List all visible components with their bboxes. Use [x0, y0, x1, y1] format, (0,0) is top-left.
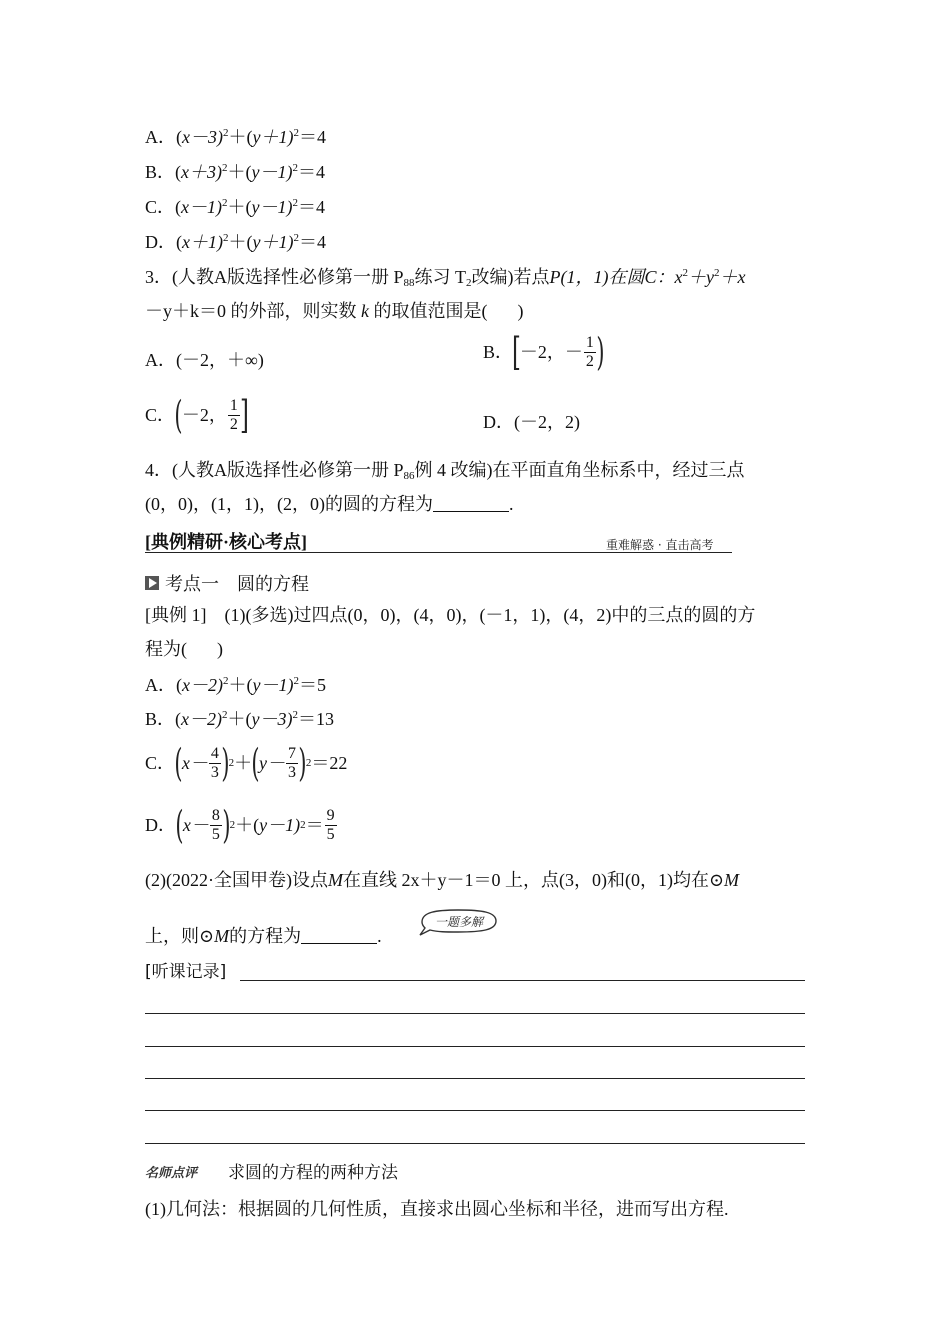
- ex1-stem-line2: 程为( ): [145, 639, 223, 659]
- fraction: $\frac{9}{5}$: [326, 806, 335, 843]
- notes-line[interactable]: [240, 980, 805, 981]
- multi-solution-stamp: [416, 906, 500, 936]
- teacher-comment-title: 求圆的方程的两种方法: [228, 1163, 398, 1183]
- stamp-text: 一题多解: [434, 915, 484, 929]
- q3-stem-line1: 3．(人教A版选择性必修第一册 $P_{88}$练习 $T_2$改编)若点P(1，1)在圆C：$x^2+y^2+x$: [145, 267, 746, 289]
- ex1-option-c: C． ( x－ $\frac{4}{3}$ ) 2 ＋ ( y－ $\frac{7}{3}$ ) 2 ＝22: [145, 741, 348, 785]
- fraction: $\frac{4}{3}$: [210, 744, 219, 781]
- play-icon: [145, 576, 159, 590]
- q4-stem-line1: 4．(人教A版选择性必修第一册 $P_{86}$例 4 改编)在平面直角坐标系中，经过三点: [145, 460, 745, 482]
- q3-option-c: C． ( －2， $\frac{1}{2}$ ]: [145, 393, 249, 437]
- answer-blank[interactable]: [433, 495, 509, 512]
- section-note: 重难解惑 · 直击高考: [606, 538, 714, 552]
- fraction: $\frac{8}{5}$: [211, 806, 220, 843]
- q3-stem-line2: －y＋k＝0 的外部，则实数 k 的取值范围是( ): [145, 301, 524, 321]
- teacher-comment-badge: 名师点评: [145, 1166, 198, 1181]
- notes-line[interactable]: [145, 1013, 805, 1014]
- q2-option-a: A．$(x-3)^2+(y+1)^2=4$: [145, 127, 326, 147]
- q2-option-c: C．$(x-1)^2+(y-1)^2=4$: [145, 197, 325, 217]
- q2-option-b: B．$(x+3)^2+(y-1)^2=4$: [145, 162, 325, 182]
- ex1-option-a: A．$(x-2)^2+(y-1)^2=5$: [145, 675, 326, 695]
- ex2-stem-line1: (2)(2022·全国甲卷)设点M在直线 2x＋y－1＝0 上，点(3，0)和(0，1)均在⊙M: [145, 870, 740, 890]
- fraction: $\frac{1}{2}$: [229, 396, 238, 433]
- answer-blank[interactable]: [301, 927, 377, 944]
- q3-option-b: B． [ －2，－ $\frac{1}{2}$ ): [483, 330, 605, 374]
- ex1-option-d: D． ( x－ $\frac{8}{5}$ ) 2 ＋ ( y－1) 2 ＝ $\frac{9}{5}$: [145, 803, 335, 847]
- kaodian-heading: 考点一 圆的方程: [145, 570, 309, 596]
- notes-line[interactable]: [145, 1046, 805, 1047]
- q3-option-a: A．(－2，＋∞): [145, 350, 264, 370]
- q3-option-d: D．(－2，2): [483, 412, 580, 432]
- notes-line[interactable]: [145, 1078, 805, 1079]
- q4-stem-line2: (0，0)，(1，1)，(2，0)的圆的方程为 .: [145, 494, 514, 514]
- ex2-stem-line2: 上，则⊙M的方程为 .: [145, 926, 382, 946]
- notes-line[interactable]: [145, 1143, 805, 1144]
- comment-line-1: (1)几何法：根据圆的几何性质，直接求出圆心坐标和半径，进而写出方程.: [145, 1199, 729, 1219]
- ex1-stem-line1: [典例 1] (1)(多选)过四点(0，0)，(4，0)，(－1，1)，(4，2)中的三点的圆的方: [145, 605, 756, 625]
- notes-line[interactable]: [145, 1110, 805, 1111]
- q2-option-d: D．$(x+1)^2+(y+1)^2=4$: [145, 232, 326, 252]
- ex1-option-b: B．$(x-2)^2+(y-3)^2=13$: [145, 709, 334, 729]
- notes-label: [听课记录]: [145, 962, 227, 982]
- fraction: $\frac{1}{2}$: [585, 333, 594, 370]
- section-title: [典例精研·核心考点]: [145, 532, 307, 552]
- fraction: $\frac{7}{3}$: [288, 744, 296, 781]
